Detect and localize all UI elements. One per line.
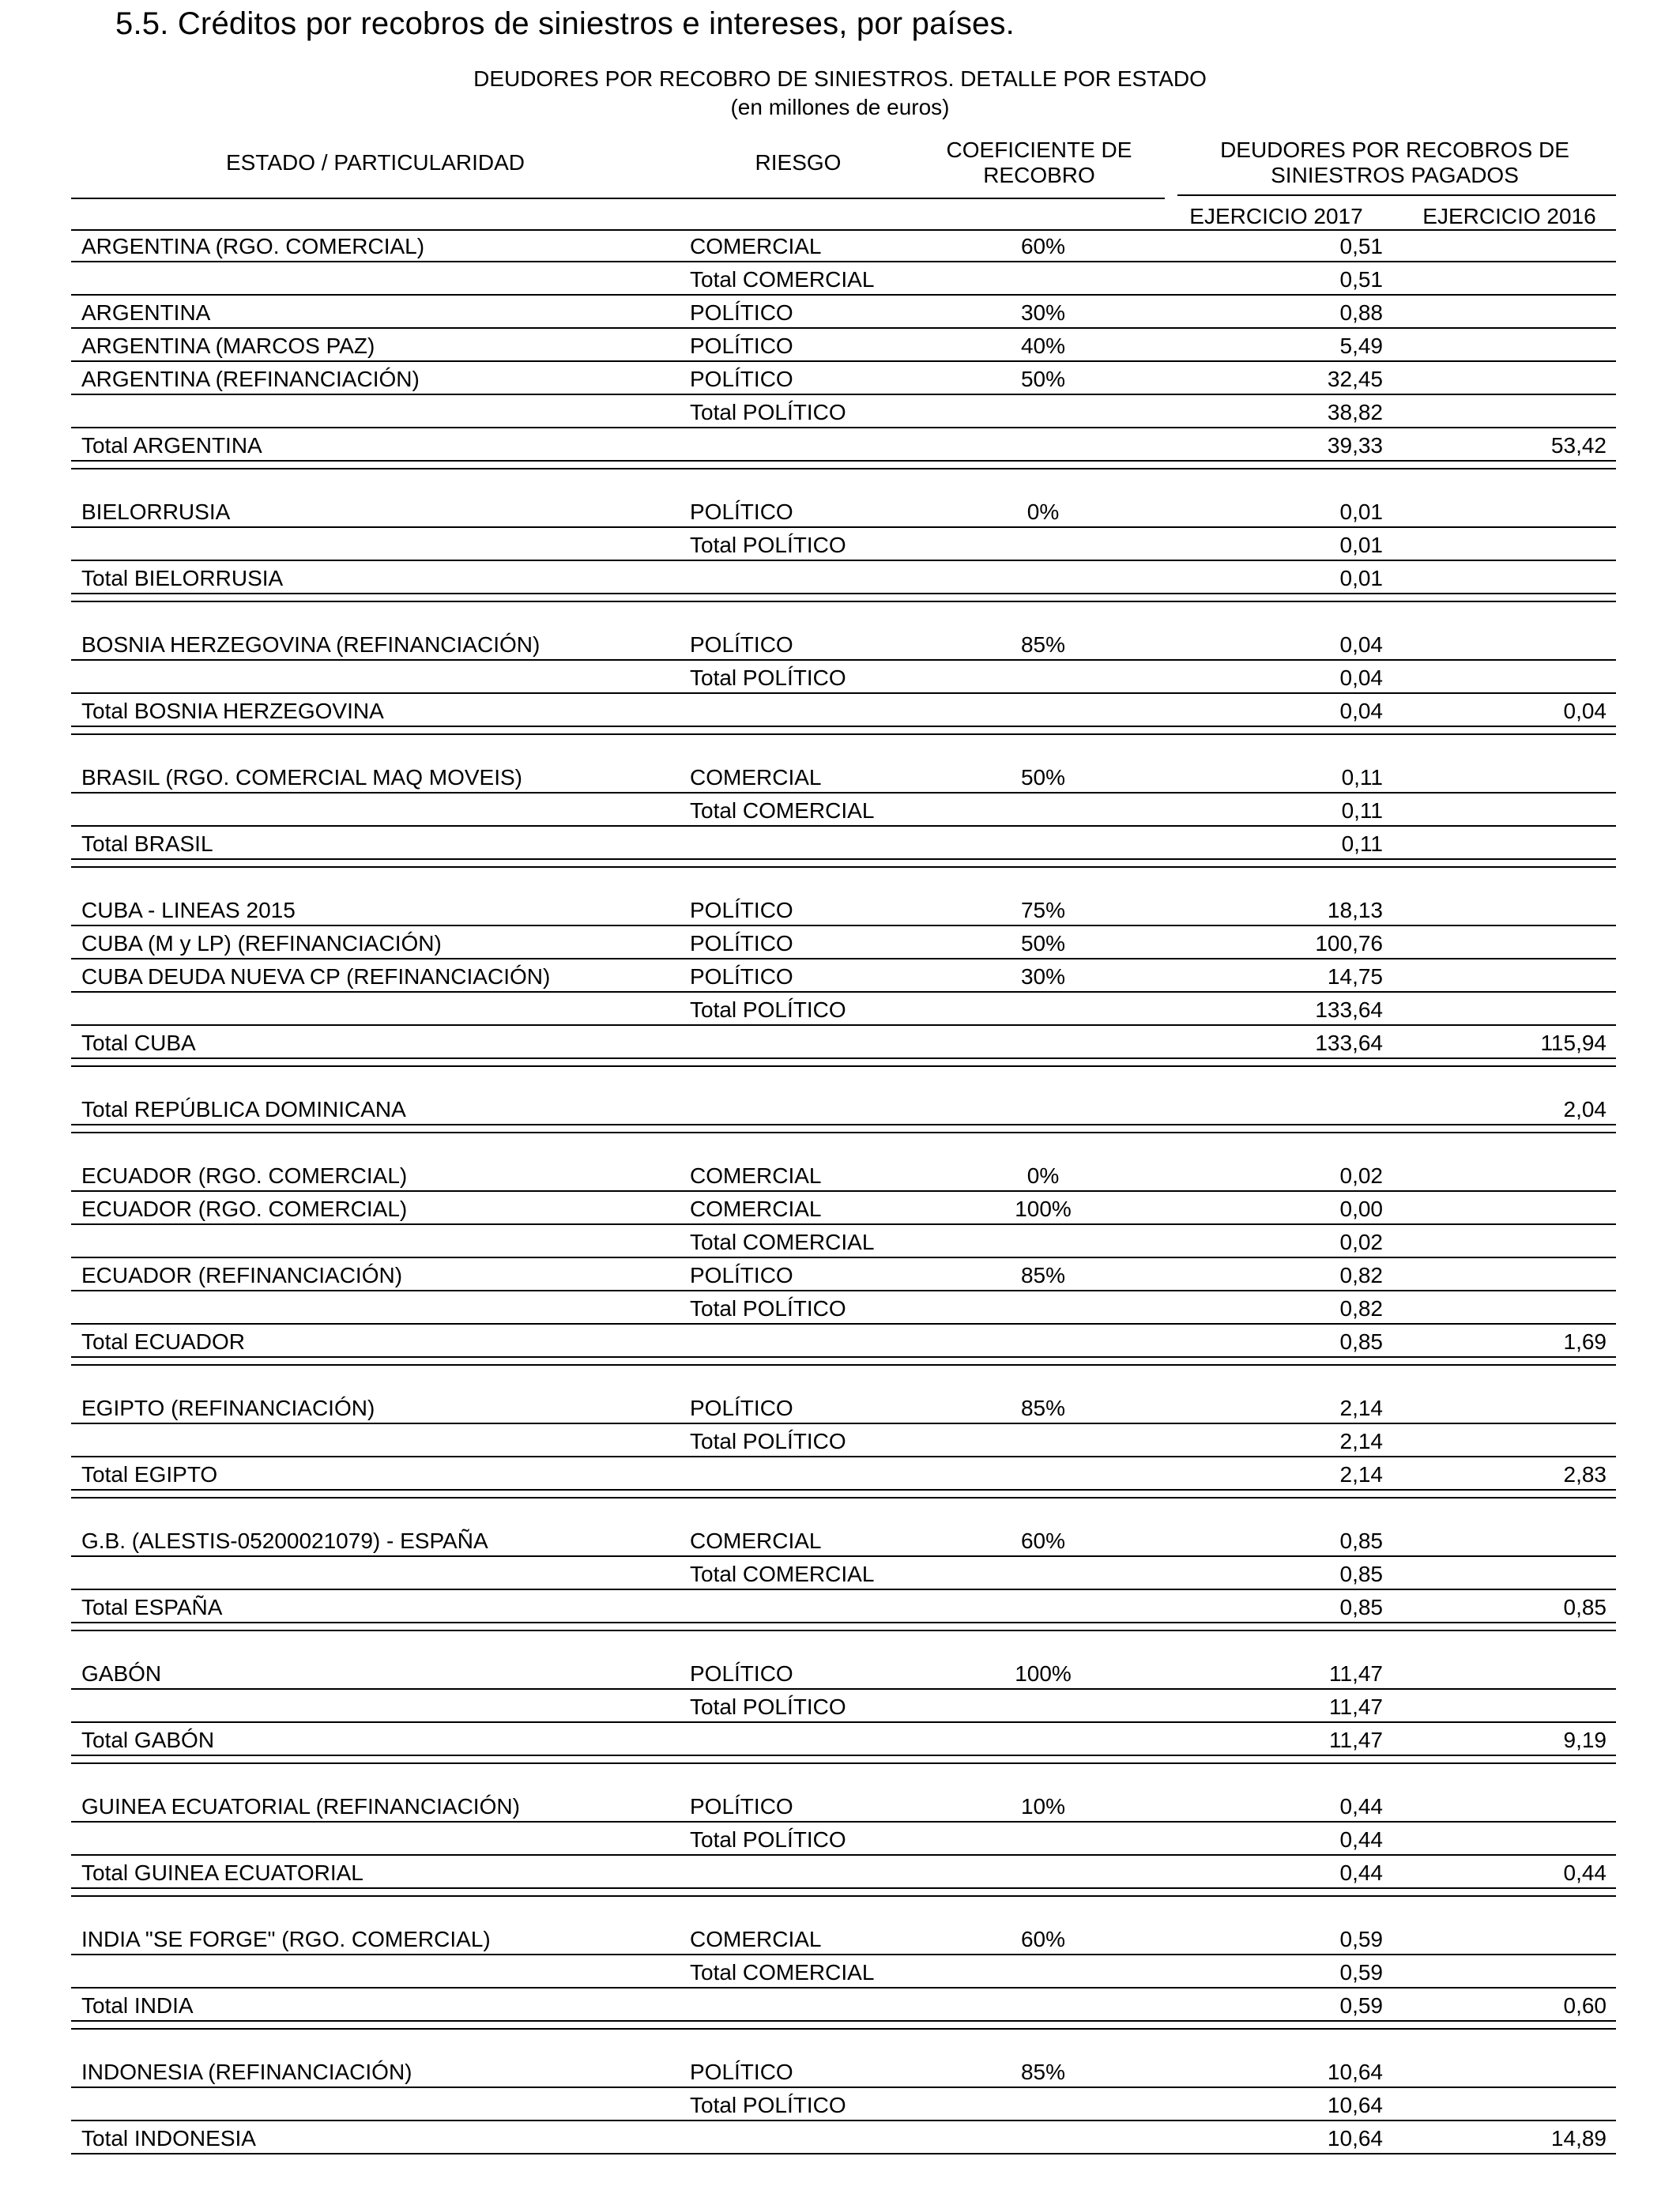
cell-ejercicio-2017: 11,47	[1329, 1728, 1383, 1752]
table-row	[71, 664, 1616, 694]
table-row	[71, 1427, 1616, 1457]
cell-ejercicio-2017: 133,64	[1315, 1031, 1383, 1055]
cell-ejercicio-2017: 0,02	[1339, 1230, 1383, 1254]
table-row	[71, 1793, 1616, 1823]
cell-coeficiente: 50%	[1020, 367, 1066, 391]
cell-estado: ARGENTINA (RGO. COMERCIAL)	[81, 234, 425, 258]
table-row	[71, 1560, 1616, 1590]
cell-ejercicio-2017: 0,44	[1339, 1794, 1383, 1819]
table-row	[71, 365, 1616, 395]
cell-coeficiente: 85%	[1020, 1396, 1066, 1420]
cell-riesgo: POLÍTICO	[690, 1661, 793, 1686]
cell-ejercicio-2017: 0,04	[1339, 632, 1383, 657]
separator-row	[71, 1630, 1616, 1631]
cell-estado: ECUADOR (RGO. COMERCIAL)	[81, 1197, 408, 1221]
table-row	[71, 1394, 1616, 1424]
header-deudores-line1: DEUDORES POR RECOBROS DE	[1220, 138, 1569, 162]
cell-ejercicio-2017: 0,85	[1339, 1562, 1383, 1586]
cell-coeficiente: 0%	[1026, 499, 1060, 524]
cell-riesgo: POLÍTICO	[690, 499, 793, 524]
cell-ejercicio-2017: 32,45	[1327, 367, 1383, 391]
cell-coeficiente: 30%	[1020, 964, 1066, 989]
cell-riesgo: POLÍTICO	[690, 2060, 793, 2084]
cell-coeficiente: 10%	[1020, 1794, 1066, 1819]
cell-ejercicio-2017: 11,47	[1329, 1661, 1383, 1686]
header-coeficiente-line2: RECOBRO	[983, 163, 1095, 187]
cell-ejercicio-2017: 0,85	[1339, 1329, 1383, 1354]
table-row	[71, 797, 1616, 827]
cell-estado: ECUADOR (REFINANCIACIÓN)	[81, 1263, 403, 1287]
cell-ejercicio-2017: 18,13	[1327, 898, 1383, 922]
cell-riesgo: Total COMERCIAL	[690, 1230, 875, 1254]
cell-ejercicio-2017: 0,59	[1339, 1927, 1383, 1951]
table-row	[71, 2124, 1616, 2154]
cell-coeficiente: 75%	[1020, 898, 1066, 922]
table-row	[71, 763, 1616, 794]
cell-coeficiente: 40%	[1020, 334, 1066, 358]
cell-estado: Total INDONESIA	[81, 2126, 256, 2151]
table-row	[71, 531, 1616, 561]
table-row	[71, 1162, 1616, 1192]
cell-riesgo: Total POLÍTICO	[690, 1429, 846, 1453]
cell-riesgo: POLÍTICO	[690, 964, 793, 989]
table-row	[71, 1228, 1616, 1258]
cell-estado: Total INDIA	[81, 1993, 194, 2018]
cell-ejercicio-2016: 1,69	[1563, 1329, 1607, 1354]
table-row	[71, 232, 1616, 262]
cell-ejercicio-2017: 100,76	[1315, 931, 1383, 956]
cell-estado: CUBA (M y LP) (REFINANCIACIÓN)	[81, 931, 442, 956]
cell-estado: G.B. (ALESTIS-05200021079) - ESPAÑA	[81, 1529, 488, 1553]
cell-riesgo: POLÍTICO	[690, 1794, 793, 1819]
table-row	[71, 896, 1616, 926]
cell-ejercicio-2017: 0,02	[1339, 1163, 1383, 1188]
cell-ejercicio-2017: 0,01	[1339, 533, 1383, 557]
table-row	[71, 996, 1616, 1026]
separator-row	[71, 1065, 1616, 1067]
cell-riesgo: Total POLÍTICO	[690, 2093, 846, 2117]
cell-ejercicio-2016: 115,94	[1540, 1031, 1607, 1055]
table-row	[71, 631, 1616, 661]
separator-row	[71, 468, 1616, 469]
cell-riesgo: Total POLÍTICO	[690, 1695, 846, 1719]
cell-ejercicio-2017: 2,14	[1339, 1462, 1383, 1487]
cell-ejercicio-2016: 2,04	[1563, 1097, 1607, 1122]
cell-estado: ARGENTINA (REFINANCIACIÓN)	[81, 367, 420, 391]
cell-estado: BOSNIA HERZEGOVINA (REFINANCIACIÓN)	[81, 632, 541, 657]
separator-row	[71, 866, 1616, 868]
table-row	[71, 1925, 1616, 1955]
cell-estado: CUBA - LINEAS 2015	[81, 898, 296, 922]
table-row	[71, 1461, 1616, 1491]
cell-coeficiente: 30%	[1020, 300, 1066, 325]
cell-ejercicio-2016: 0,85	[1563, 1595, 1607, 1619]
cell-estado: Total BRASIL	[81, 831, 213, 856]
cell-ejercicio-2017: 5,49	[1339, 334, 1383, 358]
cell-coeficiente: 60%	[1020, 234, 1066, 258]
cell-riesgo: POLÍTICO	[690, 300, 793, 325]
table-row	[71, 963, 1616, 993]
cell-riesgo: Total POLÍTICO	[690, 533, 846, 557]
cell-riesgo: COMERCIAL	[690, 1529, 822, 1553]
cell-coeficiente: 85%	[1020, 2060, 1066, 2084]
separator-row	[71, 733, 1616, 735]
cell-ejercicio-2017: 0,04	[1339, 699, 1383, 723]
cell-ejercicio-2016: 14,89	[1550, 2126, 1607, 2151]
separator-row	[71, 601, 1616, 602]
separator-row	[71, 1497, 1616, 1498]
cell-ejercicio-2017: 10,64	[1327, 2126, 1383, 2151]
cell-riesgo: Total COMERCIAL	[690, 267, 875, 292]
cell-ejercicio-2017: 0,04	[1339, 665, 1383, 690]
cell-ejercicio-2017: 10,64	[1327, 2060, 1383, 2084]
separator-row	[71, 1762, 1616, 1764]
cell-estado: GUINEA ECUATORIAL (REFINANCIACIÓN)	[81, 1794, 520, 1819]
cell-coeficiente: 50%	[1020, 765, 1066, 790]
cell-ejercicio-2017: 0,85	[1339, 1529, 1383, 1553]
cell-ejercicio-2017: 0,01	[1339, 566, 1383, 590]
table-row	[71, 830, 1616, 860]
cell-estado: Total ARGENTINA	[81, 433, 262, 458]
cell-ejercicio-2017: 2,14	[1339, 1429, 1383, 1453]
table-row	[71, 929, 1616, 959]
cell-estado: Total BOSNIA HERZEGOVINA	[81, 699, 384, 723]
cell-riesgo: Total POLÍTICO	[690, 665, 846, 690]
cell-riesgo: COMERCIAL	[690, 1927, 822, 1951]
header-coeficiente-line1: COEFICIENTE DE	[946, 138, 1132, 162]
cell-estado: Total ESPAÑA	[81, 1595, 223, 1619]
cell-riesgo: Total COMERCIAL	[690, 1960, 875, 1985]
table-row	[71, 2058, 1616, 2088]
cell-ejercicio-2016: 53,42	[1550, 433, 1607, 458]
cell-estado: Total GABÓN	[81, 1728, 215, 1752]
table-row	[71, 1295, 1616, 1325]
table-row	[71, 1660, 1616, 1690]
table-row	[71, 498, 1616, 528]
header-riesgo: RIESGO	[755, 150, 842, 175]
header-ejercicio-2016: EJERCICIO 2016	[1422, 204, 1596, 228]
cell-riesgo: Total POLÍTICO	[690, 1827, 846, 1852]
cell-riesgo: COMERCIAL	[690, 234, 822, 258]
cell-estado: Total BIELORRUSIA	[81, 566, 284, 590]
table-row	[71, 1826, 1616, 1856]
cell-estado: Total EGIPTO	[81, 1462, 218, 1487]
cell-estado: ARGENTINA	[81, 300, 211, 325]
cell-estado: BRASIL (RGO. COMERCIAL MAQ MOVEIS)	[81, 765, 523, 790]
cell-riesgo: Total POLÍTICO	[690, 400, 846, 424]
cell-ejercicio-2017: 2,14	[1339, 1396, 1383, 1420]
cell-ejercicio-2017: 10,64	[1327, 2093, 1383, 2117]
cell-ejercicio-2016: 0,04	[1563, 699, 1607, 723]
cell-estado: ARGENTINA (MARCOS PAZ)	[81, 334, 375, 358]
cell-riesgo: COMERCIAL	[690, 1163, 822, 1188]
cell-ejercicio-2017: 0,01	[1339, 499, 1383, 524]
cell-ejercicio-2016: 9,19	[1563, 1728, 1607, 1752]
table-row	[71, 1593, 1616, 1623]
table-row	[71, 1992, 1616, 2022]
cell-ejercicio-2017: 0,82	[1339, 1263, 1383, 1287]
cell-estado: INDONESIA (REFINANCIACIÓN)	[81, 2060, 412, 2084]
cell-ejercicio-2017: 14,75	[1327, 964, 1383, 989]
cell-estado: CUBA DEUDA NUEVA CP (REFINANCIACIÓN)	[81, 964, 551, 989]
cell-coeficiente: 60%	[1020, 1927, 1066, 1951]
cell-riesgo: POLÍTICO	[690, 898, 793, 922]
table-row	[71, 432, 1616, 462]
cell-estado: GABÓN	[81, 1661, 162, 1686]
cell-ejercicio-2017: 0,11	[1341, 831, 1383, 856]
table-row	[71, 1859, 1616, 1889]
header-deudores-line2: SINIESTROS PAGADOS	[1271, 163, 1519, 187]
table-row	[71, 266, 1616, 296]
cell-ejercicio-2016: 0,44	[1563, 1860, 1607, 1885]
cell-riesgo: POLÍTICO	[690, 334, 793, 358]
cell-ejercicio-2017: 0,88	[1339, 300, 1383, 325]
cell-coeficiente: 85%	[1020, 632, 1066, 657]
cell-riesgo: POLÍTICO	[690, 632, 793, 657]
separator-row	[71, 1132, 1616, 1133]
cell-ejercicio-2017: 0,59	[1339, 1960, 1383, 1985]
cell-ejercicio-2016: 2,83	[1563, 1462, 1607, 1487]
cell-ejercicio-2017: 0,44	[1339, 1860, 1383, 1885]
cell-riesgo: COMERCIAL	[690, 1197, 822, 1221]
cell-estado: INDIA "SE FORGE" (RGO. COMERCIAL)	[81, 1927, 491, 1951]
table-row	[71, 398, 1616, 428]
cell-riesgo: POLÍTICO	[690, 1263, 793, 1287]
cell-riesgo: Total POLÍTICO	[690, 1296, 846, 1321]
table-subtitle: DEUDORES POR RECOBRO DE SINIESTROS. DETALLE POR ESTADO	[473, 66, 1207, 91]
cell-riesgo: POLÍTICO	[690, 367, 793, 391]
cell-ejercicio-2017: 0,11	[1341, 765, 1383, 790]
table-row	[71, 1195, 1616, 1225]
cell-riesgo: COMERCIAL	[690, 765, 822, 790]
cell-riesgo: Total COMERCIAL	[690, 798, 875, 823]
cell-coeficiente: 60%	[1020, 1529, 1066, 1553]
cell-ejercicio-2017: 0,51	[1339, 234, 1383, 258]
cell-riesgo: Total COMERCIAL	[690, 1562, 875, 1586]
header-estado: ESTADO / PARTICULARIDAD	[225, 150, 525, 175]
cell-ejercicio-2017: 38,82	[1327, 400, 1383, 424]
cell-riesgo: POLÍTICO	[690, 931, 793, 956]
table-row	[71, 2091, 1616, 2121]
table-row	[71, 564, 1616, 594]
cell-estado: Total GUINEA ECUATORIAL	[81, 1860, 363, 1885]
cell-coeficiente: 85%	[1020, 1263, 1066, 1287]
cell-estado: Total ECUADOR	[81, 1329, 245, 1354]
table-row	[71, 299, 1616, 329]
cell-ejercicio-2017: 0,82	[1339, 1296, 1383, 1321]
table-row	[71, 1029, 1616, 1059]
table-row	[71, 1095, 1616, 1125]
cell-ejercicio-2017: 0,00	[1339, 1197, 1383, 1221]
table-row	[71, 697, 1616, 727]
cell-coeficiente: 100%	[1015, 1661, 1072, 1686]
table-units: (en millones de euros)	[730, 95, 950, 119]
table-row	[71, 1958, 1616, 1989]
cell-estado: Total REPÚBLICA DOMINICANA	[81, 1097, 406, 1122]
cell-ejercicio-2017: 39,33	[1327, 433, 1383, 458]
cell-ejercicio-2017: 0,51	[1339, 267, 1383, 292]
cell-ejercicio-2017: 11,47	[1329, 1695, 1383, 1719]
cell-estado: ECUADOR (RGO. COMERCIAL)	[81, 1163, 408, 1188]
table-row	[71, 1527, 1616, 1557]
cell-ejercicio-2017: 0,44	[1339, 1827, 1383, 1852]
table-row	[71, 1726, 1616, 1756]
cell-ejercicio-2017: 0,59	[1339, 1993, 1383, 2018]
separator-row	[71, 1895, 1616, 1897]
page-title: 5.5. Créditos por recobros de siniestros e intereses, por países.	[115, 6, 1015, 41]
cell-coeficiente: 0%	[1026, 1163, 1060, 1188]
cell-ejercicio-2017: 0,11	[1341, 798, 1383, 823]
separator-row	[71, 1364, 1616, 1366]
cell-coeficiente: 50%	[1020, 931, 1066, 956]
cell-riesgo: POLÍTICO	[690, 1396, 793, 1420]
table-row	[71, 1693, 1616, 1723]
cell-estado: Total CUBA	[81, 1031, 196, 1055]
cell-estado: EGIPTO (REFINANCIACIÓN)	[81, 1396, 375, 1420]
cell-riesgo: Total POLÍTICO	[690, 997, 846, 1022]
cell-ejercicio-2017: 0,85	[1339, 1595, 1383, 1619]
table-row	[71, 332, 1616, 362]
cell-ejercicio-2017: 133,64	[1315, 997, 1383, 1022]
separator-row	[71, 2028, 1616, 2030]
cell-estado: BIELORRUSIA	[81, 499, 231, 524]
table-row	[71, 1328, 1616, 1358]
cell-ejercicio-2016: 0,60	[1563, 1993, 1607, 2018]
header-ejercicio-2017: EJERCICIO 2017	[1189, 204, 1363, 228]
cell-coeficiente: 100%	[1015, 1197, 1072, 1221]
table-row	[71, 1261, 1616, 1291]
